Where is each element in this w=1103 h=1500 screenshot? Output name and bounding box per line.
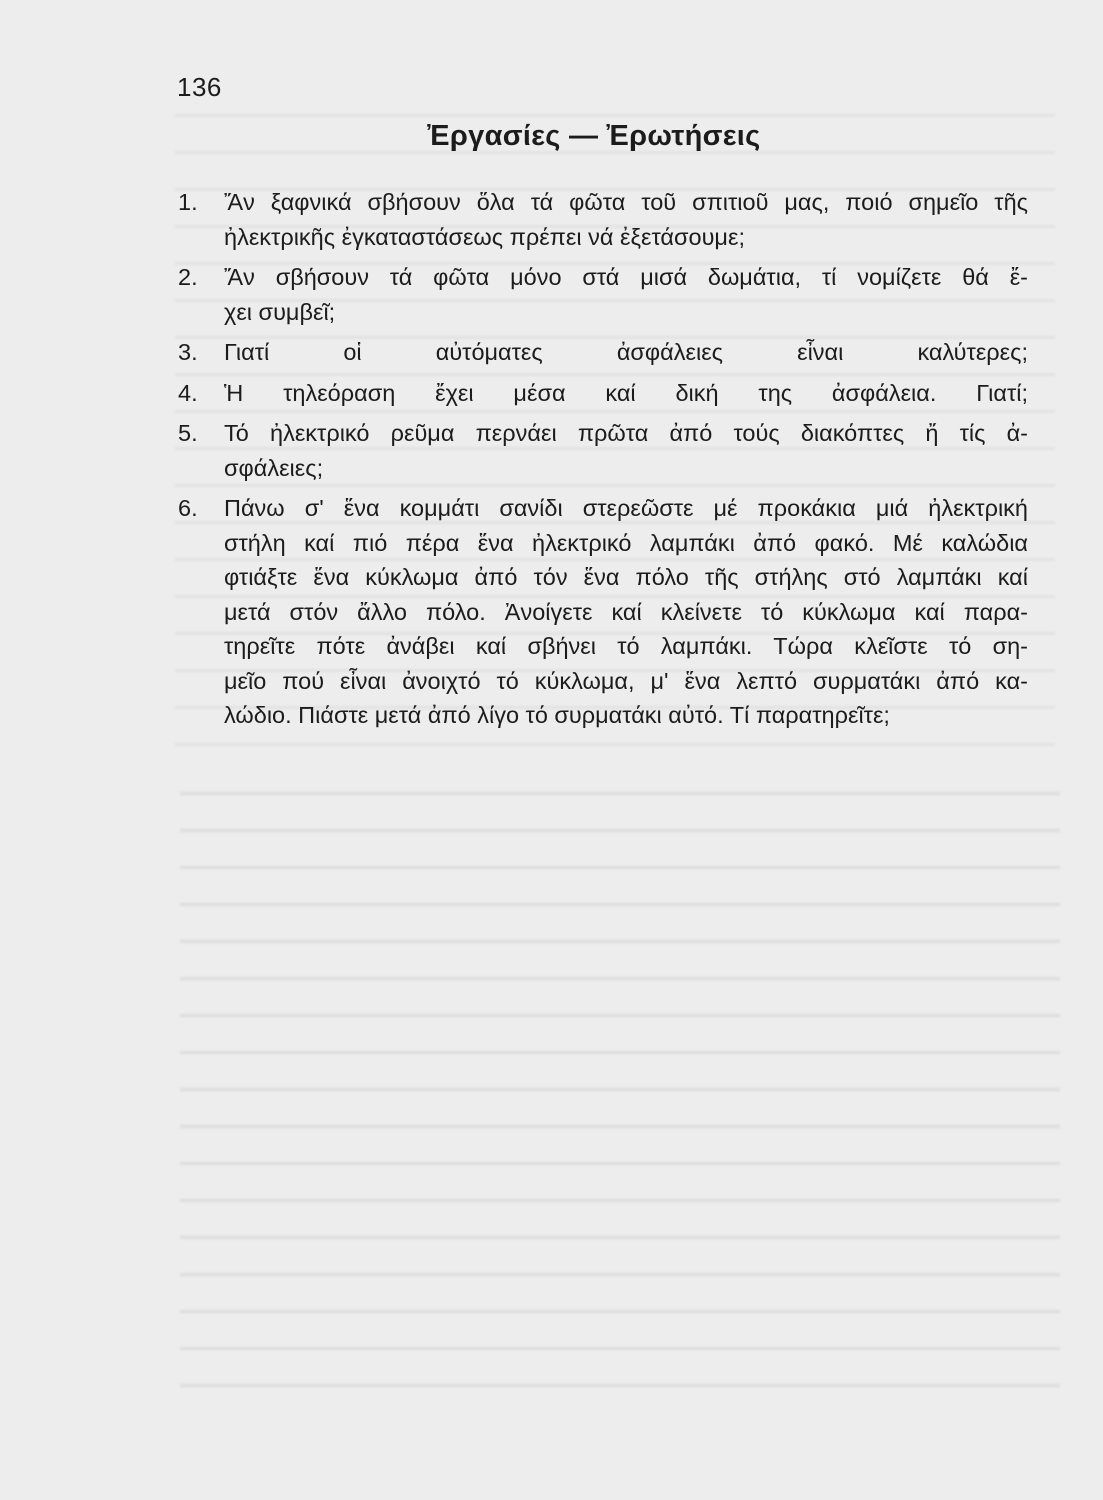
page-number: 136 — [177, 72, 222, 102]
question-text-line: τηρεῖτε πότε ἀνάβει καί σβήνει τό λαμπάκι. Τώρα κλεῖστε τό ση- — [224, 633, 1028, 659]
question-text-line: χει συμβεῖ; — [224, 298, 336, 325]
question-text-line: λώδιο. Πιάστε μετά ἀπό λίγο τό συρματάκι αὐτό. Τί παρατηρεῖτε; — [224, 702, 890, 728]
question-number: 4. — [178, 379, 198, 406]
question-item — [178, 491, 1028, 733]
question-number: 2. — [178, 264, 198, 290]
question-text — [224, 260, 1028, 329]
question-text-line: ἠλεκτρικῆς ἐγκαταστάσεως πρέπει νά ἐξετάσουμε; — [224, 223, 745, 250]
question-text — [224, 376, 1028, 411]
question-item — [178, 260, 1028, 329]
question-text — [224, 491, 1028, 733]
question-text-line: σφάλειες; — [224, 454, 324, 481]
question-number: 1. — [178, 189, 198, 215]
question-item — [178, 185, 1028, 254]
section-title: Ἐργασίες — Ἐρωτήσεις — [427, 120, 761, 152]
question-number: 5. — [178, 420, 198, 446]
question-item — [178, 416, 1028, 485]
question-text — [224, 416, 1028, 485]
question-text-line: Ἄν ξαφνικά σβήσουν ὅλα τά φῶτα τοῦ σπιτιοῦ μας, ποιό σημεῖο τῆς — [224, 189, 1028, 215]
question-text-line: Τό ἠλεκτρικό ρεῦμα περνάει πρῶτα ἀπό τούς διακόπτες ἤ τίς ἀ- — [224, 420, 1028, 446]
question-text-line: μετά στόν ἄλλο πόλο. Ἀνοίγετε καί κλείνετε τό κύκλωμα καί παρα- — [224, 598, 1028, 625]
question-text-line: Πάνω σ' ἕνα κομμάτι σανίδι στερεῶστε μέ προκάκια μιά ἠλεκτρική — [224, 495, 1028, 521]
question-text-line: στήλη καί πιό πέρα ἕνα ἠλεκτρικό λαμπάκι ἀπό φακό. Μέ καλώδια — [224, 529, 1028, 556]
question-text-line: Ἄν σβήσουν τά φῶτα μόνο στά μισά δωμάτια, τί νομίζετε θά ἔ- — [224, 264, 1028, 290]
question-text-line: Γιατί οἱ αὐτόματες ἀσφάλειες εἶναι καλύτερες; — [224, 339, 1028, 365]
question-text-line: φτιάξτε ἕνα κύκλωμα ἀπό τόν ἕνα πόλο τῆς στήλης στό λαμπάκι καί — [224, 564, 1028, 590]
question-item — [178, 376, 1028, 411]
question-number: 3. — [178, 339, 198, 365]
question-text-line: μεῖο πού εἶναι ἀνοιχτό τό κύκλωμα, μ' ἕνα λεπτό συρματάκι ἀπό κα- — [224, 667, 1028, 694]
question-item — [178, 335, 1028, 370]
question-text — [224, 185, 1028, 254]
show-through-texture-lower — [180, 770, 1060, 1410]
question-text — [224, 335, 1028, 370]
question-text-line: Ἡ τηλεόραση ἔχει μέσα καί δική της ἀσφάλεια. Γιατί; — [224, 379, 1028, 406]
question-number: 6. — [178, 495, 198, 521]
questions-list — [178, 185, 1028, 739]
